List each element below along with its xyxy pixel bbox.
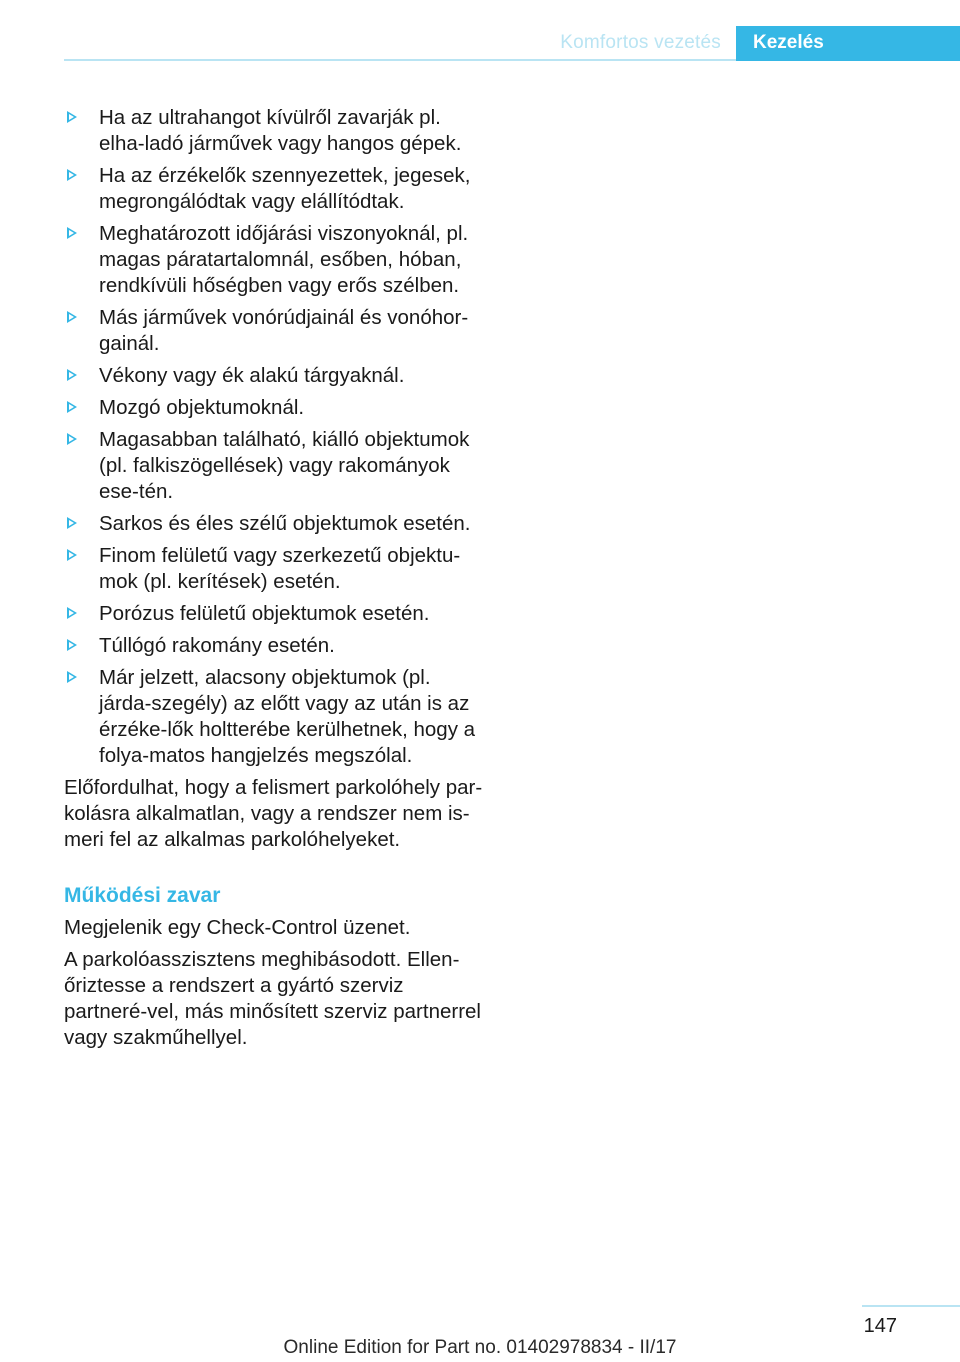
list-item: Sarkos és éles szélű objektumok esetén. [64,511,484,537]
triangle-bullet-icon [67,311,77,323]
section-heading-malfunction: Működési zavar [64,884,221,907]
list-item: Porózus felületű objektumok esetén. [64,601,484,627]
edition-footer: Online Edition for Part no. 01402978834 - II/17 [283,1337,677,1358]
list-item: Vékony vagy ék alakú tárgyaknál. [64,363,484,389]
list-item: Ha az ultrahangot kívülről zavarják pl. elha-ladó járművek vagy hangos gépek. [64,105,484,157]
main-content [64,105,484,1057]
triangle-bullet-icon [67,607,77,619]
body-paragraph: Megjelenik egy Check-Control üzenet. [64,916,411,939]
triangle-bullet-icon [67,401,77,413]
body-paragraph: A parkolóasszisztens meghibásodott. Ellen-őriztesse a rendszert a gyártó szerviz partneré-vel, más minősített szerviz partnerrel vagy szakműhellyel. [64,948,481,1049]
triangle-bullet-icon [67,369,77,381]
list-item: Ha az érzékelők szennyezettek, jegesek, megrongálódtak vagy elállítódtak. [64,163,484,215]
triangle-bullet-icon [67,517,77,529]
triangle-bullet-icon [67,433,77,445]
footer-rule [862,1305,960,1307]
triangle-bullet-icon [67,227,77,239]
condition-list [64,105,484,769]
list-item: Finom felületű vagy szerkezetű objektu-mok (pl. kerítések) esetén. [64,543,484,595]
list-item: Túllógó rakomány esetén. [64,633,484,659]
header-section-title: Komfortos vezetés [560,32,721,53]
triangle-bullet-icon [67,671,77,683]
triangle-bullet-icon [67,639,77,651]
triangle-bullet-icon [67,549,77,561]
header-chapter-tab: Kezelés [736,26,960,61]
page-number: 147 [863,1315,897,1337]
list-item: Mozgó objektumoknál. [64,395,484,421]
list-item: Más járművek vonórúdjainál és vonóhor-gainál. [64,305,484,357]
list-item: Meghatározott időjárási viszonyoknál, pl. magas páratartalomnál, esőben, hóban, rendkívüli hőségben vagy erős szélben. [64,221,484,299]
list-item: Már jelzett, alacsony objektumok (pl. járda-szegély) az előtt vagy az után is az érzéke-lők holtterébe kerülhetnek, hogy a folya-matos hangjelzés megszólal. [64,665,484,769]
list-item: Magasabban található, kiálló objektumok (pl. falkiszögellések) vagy rakományok ese-tén. [64,427,484,505]
body-paragraph: Előfordulhat, hogy a felismert parkolóhely par-kolásra alkalmatlan, vagy a rendszer nem is-meri fel az alkalmas parkolóhelyeket. [64,776,483,851]
triangle-bullet-icon [67,169,77,181]
triangle-bullet-icon [67,111,77,123]
